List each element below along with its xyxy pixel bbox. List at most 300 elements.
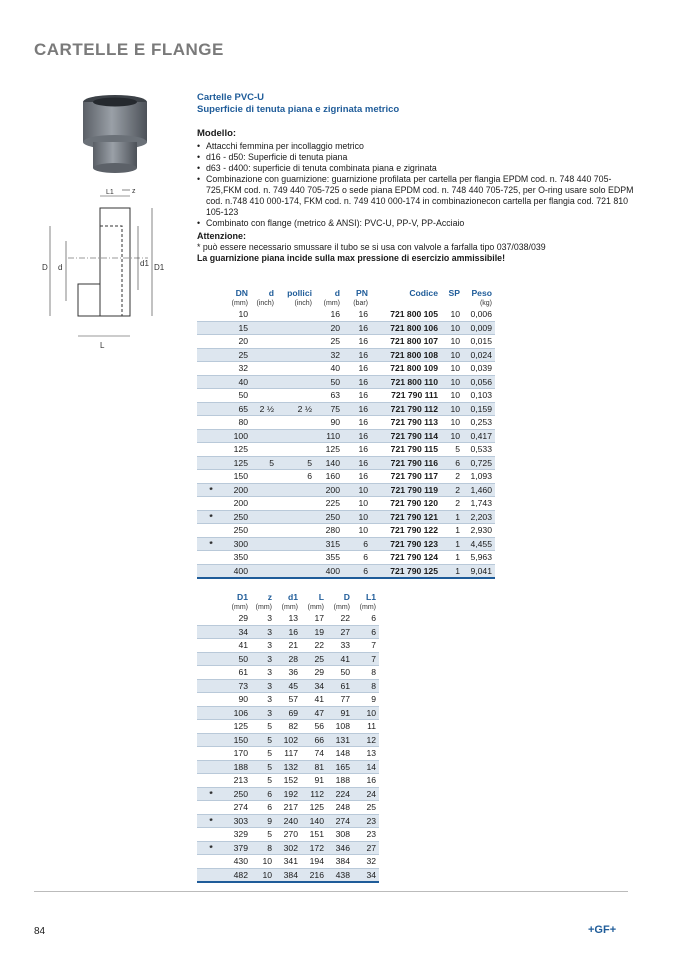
feature-item: • d63 - d400: superficie di tenuta combinata piana e zigrinata: [197, 163, 637, 174]
unit-label: (mm): [231, 604, 248, 611]
product-table: [197, 288, 495, 579]
table-cell: 0,006: [463, 308, 495, 321]
table-cell: 152: [275, 774, 301, 788]
table-cell: 74: [301, 747, 327, 761]
table-cell: 151: [301, 828, 327, 842]
table-cell: 248: [327, 801, 353, 815]
marker-cell: [197, 564, 225, 578]
table-cell: 10: [441, 402, 463, 416]
table-cell: 15: [225, 321, 251, 335]
table-row: [197, 375, 495, 389]
table-cell: 16: [343, 362, 371, 376]
table-cell: 6: [343, 551, 371, 565]
table-cell: 66: [301, 733, 327, 747]
table-cell: 61: [225, 666, 251, 680]
table-cell: [251, 497, 277, 511]
attention-note: * può essere necessario smussare il tubo se si usa con valvole a farfalla tipo 037/038/039: [197, 242, 546, 252]
table-cell: 0,015: [463, 335, 495, 349]
table-cell: 140: [301, 814, 327, 828]
table-cell: 22: [301, 639, 327, 653]
table-cell: 6: [441, 456, 463, 470]
table-cell: 0,725: [463, 456, 495, 470]
table-cell: 355: [315, 551, 343, 565]
table-cell: [251, 348, 277, 362]
table-cell: 106: [225, 706, 251, 720]
dim-label-D: D: [42, 263, 48, 272]
table-cell: 250: [315, 510, 343, 524]
marker-cell: [197, 551, 225, 565]
table-cell: [251, 524, 277, 538]
table-cell: 16: [343, 335, 371, 349]
unit-label: (mm): [333, 604, 350, 611]
table-cell: 140: [315, 456, 343, 470]
table-row: [197, 470, 495, 484]
unit-label: (mm): [281, 604, 298, 611]
table-cell: 0,103: [463, 389, 495, 403]
table-cell: 90: [315, 416, 343, 430]
marker-cell: [197, 429, 225, 443]
marker-cell: [197, 720, 225, 734]
table-cell: 16: [343, 429, 371, 443]
col-header-sp: SP: [448, 288, 460, 298]
dim-label-z: z: [132, 188, 136, 195]
table-cell: [251, 335, 277, 349]
table-cell: [251, 375, 277, 389]
unit-label: [371, 299, 441, 308]
table-cell: 5: [251, 760, 275, 774]
table-cell: 14: [353, 760, 379, 774]
table-cell: 29: [225, 612, 251, 625]
table-cell: 346: [327, 841, 353, 855]
marker-cell: [197, 774, 225, 788]
table-cell: 200: [225, 497, 251, 511]
table-cell: 117: [275, 747, 301, 761]
table-row: [197, 483, 495, 497]
table-row: [197, 551, 495, 565]
table-cell: [251, 308, 277, 321]
table-row: [197, 510, 495, 524]
table-cell: 10: [441, 429, 463, 443]
marker-cell: [197, 679, 225, 693]
marker-cell: [197, 443, 225, 457]
marker-cell: [197, 855, 225, 869]
table-cell: 721 790 119: [371, 483, 441, 497]
table-cell: 16: [343, 308, 371, 321]
marker-column-header: [197, 288, 225, 299]
table-row: [197, 706, 379, 720]
table-cell: 721 800 110: [371, 375, 441, 389]
table-cell: 172: [301, 841, 327, 855]
table-cell: 16: [343, 389, 371, 403]
table-row: [197, 841, 379, 855]
table-row: [197, 639, 379, 653]
model-heading: Modello:: [197, 128, 237, 139]
table-cell: 36: [275, 666, 301, 680]
table-cell: 125: [225, 720, 251, 734]
dim-label-d1: d1: [140, 259, 149, 268]
table-cell: 132: [275, 760, 301, 774]
table-cell: 50: [327, 666, 353, 680]
table-cell: 25: [315, 335, 343, 349]
table-cell: 148: [327, 747, 353, 761]
table-cell: 16: [343, 443, 371, 457]
table-cell: 384: [275, 868, 301, 882]
table-cell: 16: [353, 774, 379, 788]
table-cell: 5: [251, 747, 275, 761]
table-cell: 721 800 108: [371, 348, 441, 362]
table-cell: 8: [353, 666, 379, 680]
table-cell: 2: [441, 497, 463, 511]
table-row: [197, 429, 495, 443]
col-header-d1: d1: [287, 592, 298, 602]
unit-label: (mm): [255, 604, 272, 611]
table-cell: [277, 497, 315, 511]
table-cell: 188: [225, 760, 251, 774]
unit-label: (mm): [359, 604, 376, 611]
technical-drawing: [38, 186, 165, 356]
table-cell: 721 790 123: [371, 537, 441, 551]
table-cell: 1: [441, 524, 463, 538]
table-cell: 10: [353, 706, 379, 720]
table-row: [197, 348, 495, 362]
table-cell: 0,159: [463, 402, 495, 416]
table-cell: 350: [225, 551, 251, 565]
table-row: [197, 828, 379, 842]
table-cell: 8: [251, 841, 275, 855]
table-cell: [277, 443, 315, 457]
table-cell: 274: [327, 814, 353, 828]
marker-cell: *: [197, 787, 225, 801]
table-cell: 82: [275, 720, 301, 734]
table-cell: 7: [353, 639, 379, 653]
table-row: [197, 787, 379, 801]
table-units-row: [197, 299, 495, 308]
table-cell: 16: [275, 625, 301, 639]
table-cell: [251, 389, 277, 403]
table-row: [197, 666, 379, 680]
feature-item: • Combinato con flange (metrico & ANSI): PVC-U, PP-V, PP-Acciaio: [197, 218, 637, 229]
unit-label: [441, 299, 463, 308]
marker-cell: [197, 348, 225, 362]
table-cell: 1,460: [463, 483, 495, 497]
table-cell: 125: [315, 443, 343, 457]
table-cell: 40: [225, 375, 251, 389]
table-cell: 23: [353, 814, 379, 828]
table-cell: [277, 537, 315, 551]
marker-cell: [197, 524, 225, 538]
table-cell: 57: [275, 693, 301, 707]
table-cell: 21: [275, 639, 301, 653]
table-cell: 721 790 113: [371, 416, 441, 430]
table-row: [197, 679, 379, 693]
table-cell: 6: [353, 625, 379, 639]
marker-cell: [197, 693, 225, 707]
table-cell: 110: [315, 429, 343, 443]
table-cell: 721 790 125: [371, 564, 441, 578]
table-cell: 0,056: [463, 375, 495, 389]
table-cell: 150: [225, 470, 251, 484]
marker-cell: [197, 747, 225, 761]
table-cell: 7: [353, 652, 379, 666]
table-cell: 16: [343, 321, 371, 335]
marker-cell: [197, 335, 225, 349]
col-header-L: L: [318, 592, 324, 602]
page-title: CARTELLE E FLANGE: [34, 40, 224, 59]
table-cell: 20: [225, 335, 251, 349]
table-cell: 131: [327, 733, 353, 747]
table-row: [197, 801, 379, 815]
marker-cell: [197, 828, 225, 842]
col-header-z: z: [267, 592, 272, 602]
table-cell: 3: [251, 612, 275, 625]
table-cell: 108: [327, 720, 353, 734]
table-cell: 5: [251, 828, 275, 842]
table-cell: 10: [251, 855, 275, 869]
table-cell: 32: [353, 855, 379, 869]
table-cell: 384: [327, 855, 353, 869]
table-cell: 224: [327, 787, 353, 801]
table-cell: 160: [315, 470, 343, 484]
dim-label-D1: D1: [154, 263, 165, 272]
feature-item: • Attacchi femmina per incollaggio metrico: [197, 141, 637, 152]
table-cell: 80: [225, 416, 251, 430]
table-cell: 0,417: [463, 429, 495, 443]
marker-cell: [197, 625, 225, 639]
table-cell: [277, 524, 315, 538]
table-cell: 16: [343, 470, 371, 484]
table-cell: 0,533: [463, 443, 495, 457]
table-cell: 10: [441, 321, 463, 335]
table-row: [197, 524, 495, 538]
table-row: [197, 389, 495, 403]
table-row: [197, 693, 379, 707]
marker-cell: [197, 652, 225, 666]
table-cell: 10: [441, 308, 463, 321]
table-cell: 9: [251, 814, 275, 828]
table-cell: 20: [315, 321, 343, 335]
table-cell: 19: [301, 625, 327, 639]
table-cell: 329: [225, 828, 251, 842]
table-cell: 250: [225, 787, 251, 801]
marker-cell: [197, 308, 225, 321]
product-subtitle: Superficie di tenuta piana e zigrinata metrico: [197, 104, 400, 115]
table-cell: 22: [327, 612, 353, 625]
product-name: Cartelle PVC-U: [197, 92, 265, 103]
table-cell: 194: [301, 855, 327, 869]
table-cell: 10: [343, 510, 371, 524]
table-cell: 721 790 122: [371, 524, 441, 538]
table-cell: [277, 510, 315, 524]
table-cell: 16: [343, 402, 371, 416]
marker-cell: [197, 321, 225, 335]
table-cell: 125: [225, 443, 251, 457]
table-cell: 6: [251, 801, 275, 815]
marker-cell: [197, 666, 225, 680]
table-cell: 50: [225, 389, 251, 403]
table-cell: 10: [441, 335, 463, 349]
feature-list: [197, 141, 637, 229]
table-cell: 27: [353, 841, 379, 855]
table-cell: 10: [441, 416, 463, 430]
table-cell: 125: [225, 456, 251, 470]
table-cell: 6: [353, 612, 379, 625]
table-cell: 400: [315, 564, 343, 578]
table-cell: 150: [225, 733, 251, 747]
table-cell: 8: [353, 679, 379, 693]
table-cell: 102: [275, 733, 301, 747]
table-cell: 1: [441, 510, 463, 524]
table-row: [197, 308, 495, 321]
table-cell: 240: [275, 814, 301, 828]
marker-cell: *: [197, 510, 225, 524]
table-cell: 23: [353, 828, 379, 842]
table-cell: 32: [225, 362, 251, 376]
table-row: [197, 497, 495, 511]
table-cell: [251, 429, 277, 443]
table-cell: 3: [251, 666, 275, 680]
dim-label-L: L: [100, 341, 105, 350]
marker-cell: [197, 706, 225, 720]
table-cell: 41: [225, 639, 251, 653]
table-cell: [277, 429, 315, 443]
table-cell: 308: [327, 828, 353, 842]
table-cell: 170: [225, 747, 251, 761]
table-cell: 56: [301, 720, 327, 734]
col-header-d-mm: d: [334, 288, 340, 298]
unit-label: (mm): [231, 300, 248, 307]
table-cell: 16: [315, 308, 343, 321]
table-row: [197, 774, 379, 788]
table-row: [197, 625, 379, 639]
table-cell: 721 790 121: [371, 510, 441, 524]
table-cell: 315: [315, 537, 343, 551]
table-cell: 2: [441, 470, 463, 484]
table-cell: [251, 483, 277, 497]
table-cell: 16: [343, 375, 371, 389]
table-cell: [277, 308, 315, 321]
table-cell: [251, 443, 277, 457]
table-cell: 3: [251, 639, 275, 653]
col-header-L1: L1: [365, 592, 376, 602]
unit-label: (kg): [479, 300, 492, 307]
table-cell: 73: [225, 679, 251, 693]
table-row: [197, 855, 379, 869]
table-row: [197, 321, 495, 335]
table-cell: 125: [301, 801, 327, 815]
table-cell: 216: [301, 868, 327, 882]
table-cell: 16: [343, 416, 371, 430]
table-header-row: [197, 592, 379, 603]
table-row: [197, 443, 495, 457]
marker-cell: [197, 868, 225, 882]
table-cell: 1,743: [463, 497, 495, 511]
table-cell: 29: [301, 666, 327, 680]
table-cell: 192: [275, 787, 301, 801]
table-cell: 280: [315, 524, 343, 538]
table-cell: [277, 321, 315, 335]
footer-divider: [34, 891, 628, 892]
table-row: [197, 760, 379, 774]
table-cell: 250: [225, 510, 251, 524]
marker-cell: *: [197, 537, 225, 551]
table-cell: 379: [225, 841, 251, 855]
table-cell: 341: [275, 855, 301, 869]
feature-item: • d16 - d50: Superficie di tenuta piana: [197, 152, 637, 163]
dim-label-d: d: [58, 263, 63, 272]
table-cell: [277, 551, 315, 565]
table-cell: 721 790 111: [371, 389, 441, 403]
marker-cell: *: [197, 841, 225, 855]
unit-label: (inch): [256, 300, 274, 307]
table-row: [197, 456, 495, 470]
table-cell: 430: [225, 855, 251, 869]
table-cell: [251, 362, 277, 376]
table-cell: 25: [353, 801, 379, 815]
col-header-pollici: pollici: [287, 288, 312, 298]
table-cell: 482: [225, 868, 251, 882]
table-cell: [277, 348, 315, 362]
unit-label: (mm): [323, 300, 340, 307]
table-cell: 13: [353, 747, 379, 761]
table-cell: 11: [353, 720, 379, 734]
table-cell: 10: [441, 362, 463, 376]
marker-cell: [197, 470, 225, 484]
table-cell: 188: [327, 774, 353, 788]
table-cell: [277, 483, 315, 497]
table-cell: 10: [251, 868, 275, 882]
gf-logo: +GF+: [588, 924, 617, 936]
feature-item: • Combinazione con guarnizione: guarnizione profilata per cartella per flangia EPDM cod. n. 748 440 705-725,FKM cod. n. 749 440 705-725 o sede piana EPDM cod. n. 748 440 705-725, per O-ring usare solo EDPM cod. n.748 410 000-174, FKM cod. n. 749 410 000-174 in combinazionecon cartella per flangia cod. 721 810 105-123: [197, 174, 637, 218]
table-cell: 16: [343, 348, 371, 362]
table-header-row: [197, 288, 495, 299]
table-cell: [277, 362, 315, 376]
table-cell: 400: [225, 564, 251, 578]
table-row: [197, 362, 495, 376]
table-row: [197, 720, 379, 734]
table-cell: 25: [301, 652, 327, 666]
table-cell: 61: [327, 679, 353, 693]
table-row: [197, 402, 495, 416]
table-cell: 302: [275, 841, 301, 855]
marker-cell: [197, 389, 225, 403]
table-cell: [251, 321, 277, 335]
table-cell: 13: [275, 612, 301, 625]
table-cell: 5: [251, 733, 275, 747]
col-header-D1: D1: [237, 592, 248, 602]
table-cell: 69: [275, 706, 301, 720]
table-cell: 41: [327, 652, 353, 666]
table-cell: 303: [225, 814, 251, 828]
table-cell: 0,024: [463, 348, 495, 362]
dim-label-L1: L1: [106, 189, 114, 196]
table-cell: 3: [251, 679, 275, 693]
table-cell: [251, 510, 277, 524]
table-cell: [251, 551, 277, 565]
table-cell: 91: [301, 774, 327, 788]
table-cell: 34: [301, 679, 327, 693]
table-cell: 3: [251, 652, 275, 666]
marker-cell: [197, 456, 225, 470]
table-cell: 721 790 115: [371, 443, 441, 457]
marker-cell: [197, 375, 225, 389]
attention-warning: La guarnizione piana incide sulla max pressione di esercizio ammissibile!: [197, 253, 505, 263]
table-cell: 6: [343, 564, 371, 578]
table-cell: 9: [353, 693, 379, 707]
table-cell: 721 790 117: [371, 470, 441, 484]
marker-cell: *: [197, 483, 225, 497]
table-cell: 721 790 114: [371, 429, 441, 443]
table-cell: 1,093: [463, 470, 495, 484]
